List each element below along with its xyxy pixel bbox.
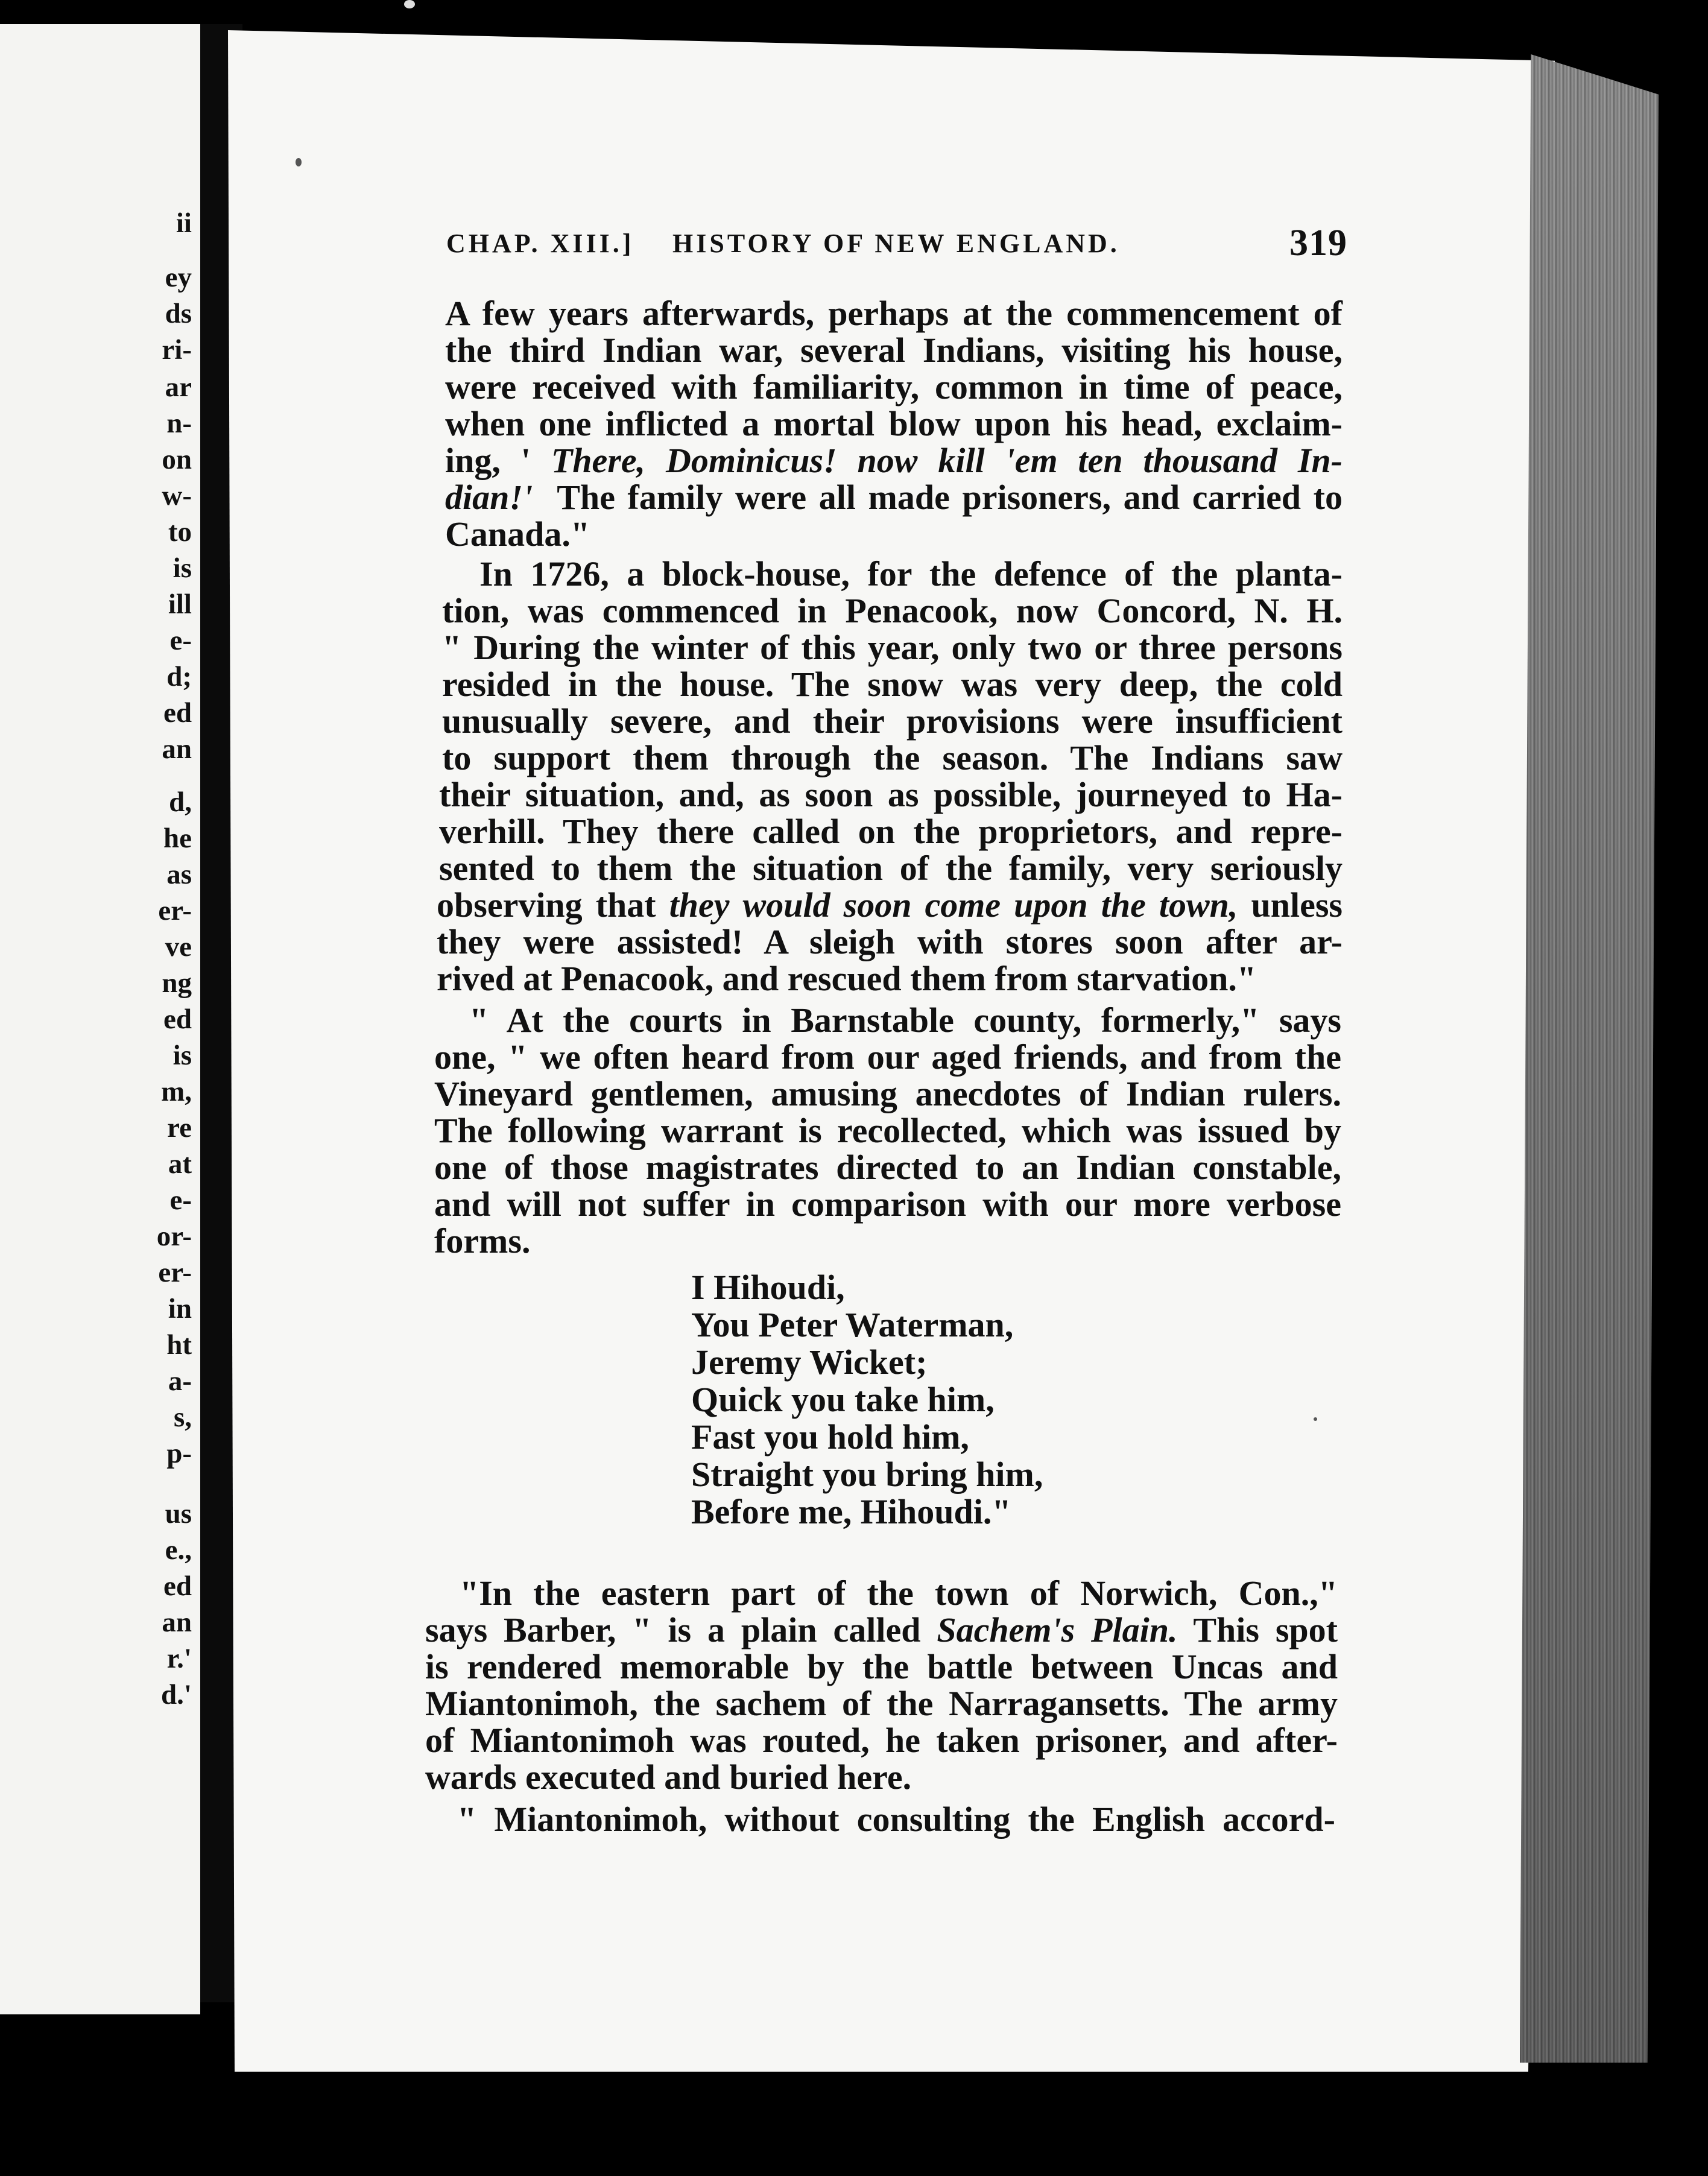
text-line-italic-quote: dian!' The family were all made prisoners, and carried to [445, 478, 1343, 517]
text-line: of Miantonimoh was routed, he taken prisoner, and after- [425, 1721, 1338, 1760]
chapter-label: CHAP. XIII.] [446, 229, 634, 258]
text-line: Canada." [445, 514, 590, 554]
scan-speck [404, 0, 415, 8]
left-page-text-fragment: m, [161, 1076, 192, 1107]
left-page-text-fragment: d.' [161, 1679, 192, 1710]
text-line: the third Indian war, several Indians, visiting his house, [445, 331, 1343, 370]
text-line: sented to them the situation of the family, very seriously [439, 849, 1343, 888]
left-page-text-fragment: ill [168, 589, 192, 620]
text-line: tion, was commenced in Penacook, now Concord, N. H. [442, 591, 1343, 630]
left-page-text-fragment: us [165, 1498, 192, 1529]
left-page-text-fragment: is [172, 1040, 192, 1071]
verse-line: Straight you bring him, [691, 1455, 1043, 1494]
left-page-text-fragment: ar [165, 372, 192, 403]
left-page-text-fragment: ng [162, 967, 192, 999]
text-line: is rendered memorable by the battle between Uncas and [425, 1647, 1338, 1686]
text-line: " During the winter of this year, only two or three persons [442, 628, 1343, 667]
text-line: wards executed and buried here. [425, 1757, 912, 1797]
left-page-text-fragment: er- [158, 895, 192, 926]
left-page-text-fragment: s, [173, 1402, 192, 1433]
left-page-text-fragment: he [163, 823, 192, 854]
left-page-text-fragment: d; [166, 661, 192, 692]
text-line: one, " we often heard from our aged friends, and from the [434, 1037, 1341, 1077]
left-page-text-fragment: at [168, 1148, 192, 1180]
left-page-text-fragment: a- [168, 1365, 192, 1397]
left-page-text-fragment: in [168, 1293, 192, 1324]
left-page-text-fragment: or- [156, 1221, 192, 1252]
left-facing-page [0, 24, 200, 2014]
text-line: to support them through the season. The Indians saw [442, 738, 1343, 777]
verse-line: Before me, Hihoudi." [691, 1492, 1011, 1531]
left-page-text-fragment: as [166, 859, 192, 890]
scan-speck [1314, 1417, 1317, 1421]
text-line: verhill. They there called on the proprietors, and repre- [439, 812, 1343, 851]
left-page-text-fragment: e- [169, 1184, 192, 1216]
text-line-italic: says Barber, " is a plain called Sachem's Plain. This spot [425, 1610, 1338, 1649]
left-page-text-fragment: ve [165, 931, 192, 963]
left-page-text-fragment: e- [169, 625, 192, 656]
text-line: rived at Penacook, and rescued them from starvation." [437, 959, 1257, 998]
left-page-text-fragment: to [168, 516, 192, 548]
text-line: " Miantonimoh, without consulting the English accord- [457, 1800, 1335, 1839]
text-line: one of those magistrates directed to an Indian constable, [434, 1148, 1341, 1187]
text-line: were received with familiarity, common in time of peace, [445, 367, 1343, 406]
left-page-text-fragment: on [162, 444, 192, 475]
text-line: A few years afterwards, perhaps at the commencement of [445, 294, 1343, 333]
verse-line: You Peter Waterman, [691, 1305, 1014, 1344]
left-page-text-fragment: ii [176, 207, 192, 239]
left-page-text-fragment: re [167, 1112, 192, 1143]
left-page-text-fragment: ed [163, 697, 192, 729]
scan-speck [296, 158, 302, 166]
text-line: their situation, and, as soon as possible, journeyed to Ha- [439, 775, 1343, 814]
verse-line: Jeremy Wicket; [691, 1343, 928, 1382]
left-page-text-fragment: w- [162, 480, 192, 511]
left-page-text-fragment: an [162, 733, 192, 765]
verse-line: I Hihoudi, [691, 1268, 845, 1307]
verse-line: Fast you hold him, [691, 1417, 969, 1456]
left-page-text-fragment: ed [163, 1004, 192, 1035]
text-line: unusually severe, and their provisions were insufficient [442, 701, 1343, 741]
text-line-italic: observing that they would soon come upon the town, unless [437, 885, 1343, 925]
text-line: "In the eastern part of the town of Norwich, Con.," [460, 1573, 1338, 1613]
left-page-text-fragment: n- [166, 408, 192, 439]
text-line: " At the courts in Barnstable county, formerly," says [469, 1001, 1341, 1040]
left-page-text-fragment: is [172, 552, 192, 584]
text-line: The following warrant is recollected, which was issued by [434, 1111, 1341, 1150]
left-page-text-fragment: er- [158, 1257, 192, 1288]
left-page-text-fragment: d, [169, 786, 192, 818]
left-page-text-fragment: ht [166, 1329, 192, 1361]
text-line: In 1726, a block-house, for the defence of the planta- [479, 554, 1343, 593]
page-edge-stack [1520, 54, 1659, 2063]
text-line: when one inflicted a mortal blow upon his head, exclaim- [445, 404, 1343, 443]
text-line-italic-quote: ing, ' There, Dominicus! now kill 'em ten thousand In- [445, 441, 1343, 480]
left-page-text-fragment: ds [165, 298, 192, 329]
left-page-text-fragment: ey [165, 262, 192, 293]
left-page-text-fragment: ri- [162, 334, 192, 365]
verse-line: Quick you take him, [691, 1380, 995, 1419]
text-line: they were assisted! A sleigh with stores soon after ar- [437, 922, 1343, 961]
left-page-text-fragment: p- [166, 1438, 192, 1469]
text-line: forms. [434, 1221, 531, 1260]
left-page-text-fragment: e., [165, 1534, 192, 1566]
text-line: Miantonimoh, the sachem of the Narragansetts. The army [425, 1684, 1338, 1723]
left-page-text-fragment: ed [163, 1570, 192, 1602]
text-line: and will not suffer in comparison with our more verbose [434, 1184, 1341, 1224]
left-page-text-fragment: r.' [166, 1643, 192, 1674]
book-title: HISTORY OF NEW ENGLAND. [672, 229, 1120, 258]
text-line: Vineyard gentlemen, amusing anecdotes of Indian rulers. [434, 1074, 1341, 1113]
page-number: 319 [1289, 223, 1347, 264]
text-line: resided in the house. The snow was very deep, the cold [442, 665, 1343, 704]
left-page-text-fragment: an [162, 1607, 192, 1638]
